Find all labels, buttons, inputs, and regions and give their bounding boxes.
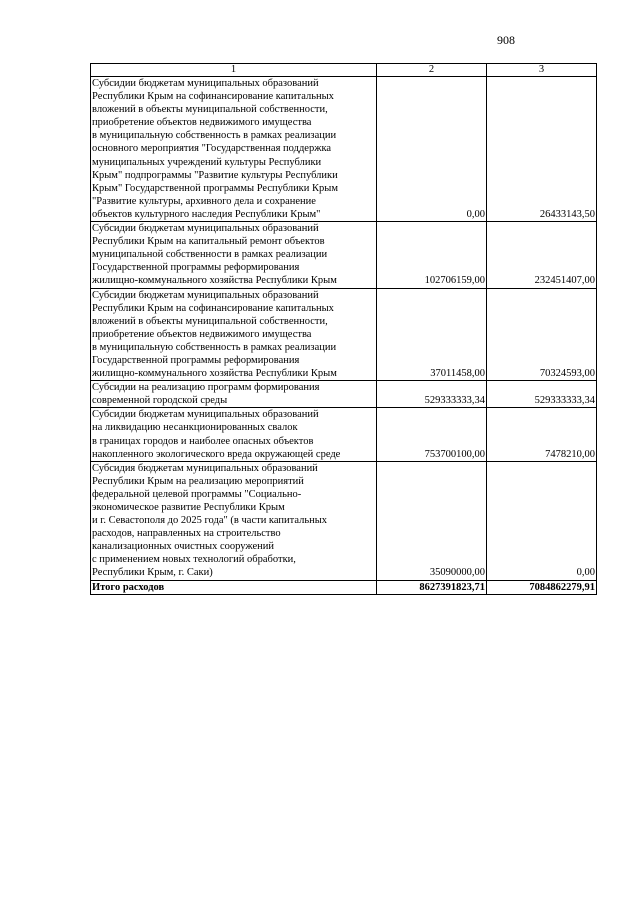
description-line: Субсидии бюджетам муниципальных образований bbox=[92, 223, 319, 235]
description-line: жилищно-коммунального хозяйства Республики Крым bbox=[92, 275, 337, 287]
row-description bbox=[91, 408, 377, 461]
description-line: Республики Крым на софинансирование капитальных bbox=[92, 91, 334, 103]
table-header-row bbox=[91, 64, 597, 77]
row-description bbox=[91, 461, 377, 580]
description-line: Республики Крым на реализацию мероприятий bbox=[92, 475, 304, 487]
budget-table bbox=[90, 63, 597, 595]
description-line: в муниципальную собственность в рамках реализации bbox=[92, 341, 337, 353]
description-line: муниципальных учреждений культуры Республики bbox=[92, 156, 322, 168]
total-row bbox=[91, 580, 597, 594]
description-line: вложений в объекты муниципальной собственности, bbox=[92, 104, 328, 116]
column-header-3: 3 bbox=[487, 64, 597, 77]
description-line: Республики Крым на капитальный ремонт объектов bbox=[92, 236, 325, 248]
value-col2: 102706159,00 bbox=[377, 222, 487, 288]
description-line: расходов, направленных на строительство bbox=[92, 528, 281, 540]
page-number: 908 bbox=[497, 33, 515, 47]
description-line: накопленного экологического вреда окружающей среде bbox=[92, 448, 341, 460]
value-col3: 529333333,34 bbox=[487, 381, 597, 408]
row-description bbox=[91, 288, 377, 381]
description-line: приобретение объектов недвижимого имущества bbox=[92, 117, 312, 129]
description-line: с применением новых технологий обработки, bbox=[92, 554, 296, 566]
description-line: муниципальной собственности в рамках реализации bbox=[92, 249, 328, 261]
description-line: Субсидия бюджетам муниципальных образований bbox=[92, 462, 318, 474]
value-col2: 0,00 bbox=[377, 77, 487, 222]
row-description bbox=[91, 381, 377, 408]
table-row bbox=[91, 408, 597, 461]
description-line: канализационных очистных сооружений bbox=[92, 541, 274, 553]
value-col3: 0,00 bbox=[487, 461, 597, 580]
row-description bbox=[91, 77, 377, 222]
description-line: объектов культурного наследия Республики Крым" bbox=[92, 208, 321, 220]
description-line: Субсидии бюджетам муниципальных образований bbox=[92, 78, 319, 89]
value-col2: 35090000,00 bbox=[377, 461, 487, 580]
description-line: Субсидии на реализацию программ формирования bbox=[92, 382, 320, 394]
value-col3: 232451407,00 bbox=[487, 222, 597, 288]
description-line: экономическое развитие Республики Крым bbox=[92, 502, 285, 513]
row-description bbox=[91, 222, 377, 288]
value-col3: 70324593,00 bbox=[487, 288, 597, 381]
description-line: жилищно-коммунального хозяйства Республики Крым bbox=[92, 368, 337, 380]
description-line: в муниципальную собственность в рамках реализации bbox=[92, 130, 337, 142]
description-line: и г. Севастополя до 2025 года" (в части капитальных bbox=[92, 515, 328, 527]
total-value-col3: 7084862279,91 bbox=[487, 580, 597, 594]
table-body bbox=[91, 64, 597, 581]
description-line: Государственной программы реформирования bbox=[92, 262, 300, 274]
total-value-col2: 8627391823,71 bbox=[377, 580, 487, 594]
description-line: Республики Крым на софинансирование капитальных bbox=[92, 302, 334, 314]
description-line: основного мероприятия "Государственная поддержка bbox=[92, 143, 332, 155]
table-row bbox=[91, 288, 597, 381]
table-row bbox=[91, 381, 597, 408]
value-col3: 7478210,00 bbox=[487, 408, 597, 461]
total-label: Итого расходов bbox=[91, 580, 377, 594]
table-row bbox=[91, 77, 597, 222]
description-line: приобретение объектов недвижимого имущества bbox=[92, 328, 312, 340]
description-line: современной городской среды bbox=[92, 395, 228, 407]
description-line: Государственной программы реформирования bbox=[92, 354, 300, 366]
column-header-2: 2 bbox=[377, 64, 487, 77]
description-line: Республики Крым, г. Саки) bbox=[92, 567, 213, 579]
description-line: Субсидии бюджетам муниципальных образований bbox=[92, 409, 319, 421]
description-line: Крым" подпрограммы "Развитие культуры Республики bbox=[92, 169, 338, 181]
description-line: федеральной целевой программы "Социально- bbox=[92, 488, 302, 500]
description-line: в границах городов и наиболее опасных объектов bbox=[92, 435, 314, 447]
description-line: Субсидии бюджетам муниципальных образований bbox=[92, 289, 319, 301]
value-col3: 26433143,50 bbox=[487, 77, 597, 222]
column-header-1: 1 bbox=[91, 64, 377, 77]
description-line: вложений в объекты муниципальной собственности, bbox=[92, 315, 328, 327]
description-line: Крым" Государственной программы Республики Крым bbox=[92, 182, 338, 194]
value-col2: 753700100,00 bbox=[377, 408, 487, 461]
description-line: на ликвидацию несанкционированных свалок bbox=[92, 422, 298, 434]
value-col2: 529333333,34 bbox=[377, 381, 487, 408]
value-col2: 37011458,00 bbox=[377, 288, 487, 381]
table-row bbox=[91, 461, 597, 580]
table-row bbox=[91, 222, 597, 288]
description-line: "Развитие культуры, архивного дела и сохранение bbox=[92, 195, 316, 207]
